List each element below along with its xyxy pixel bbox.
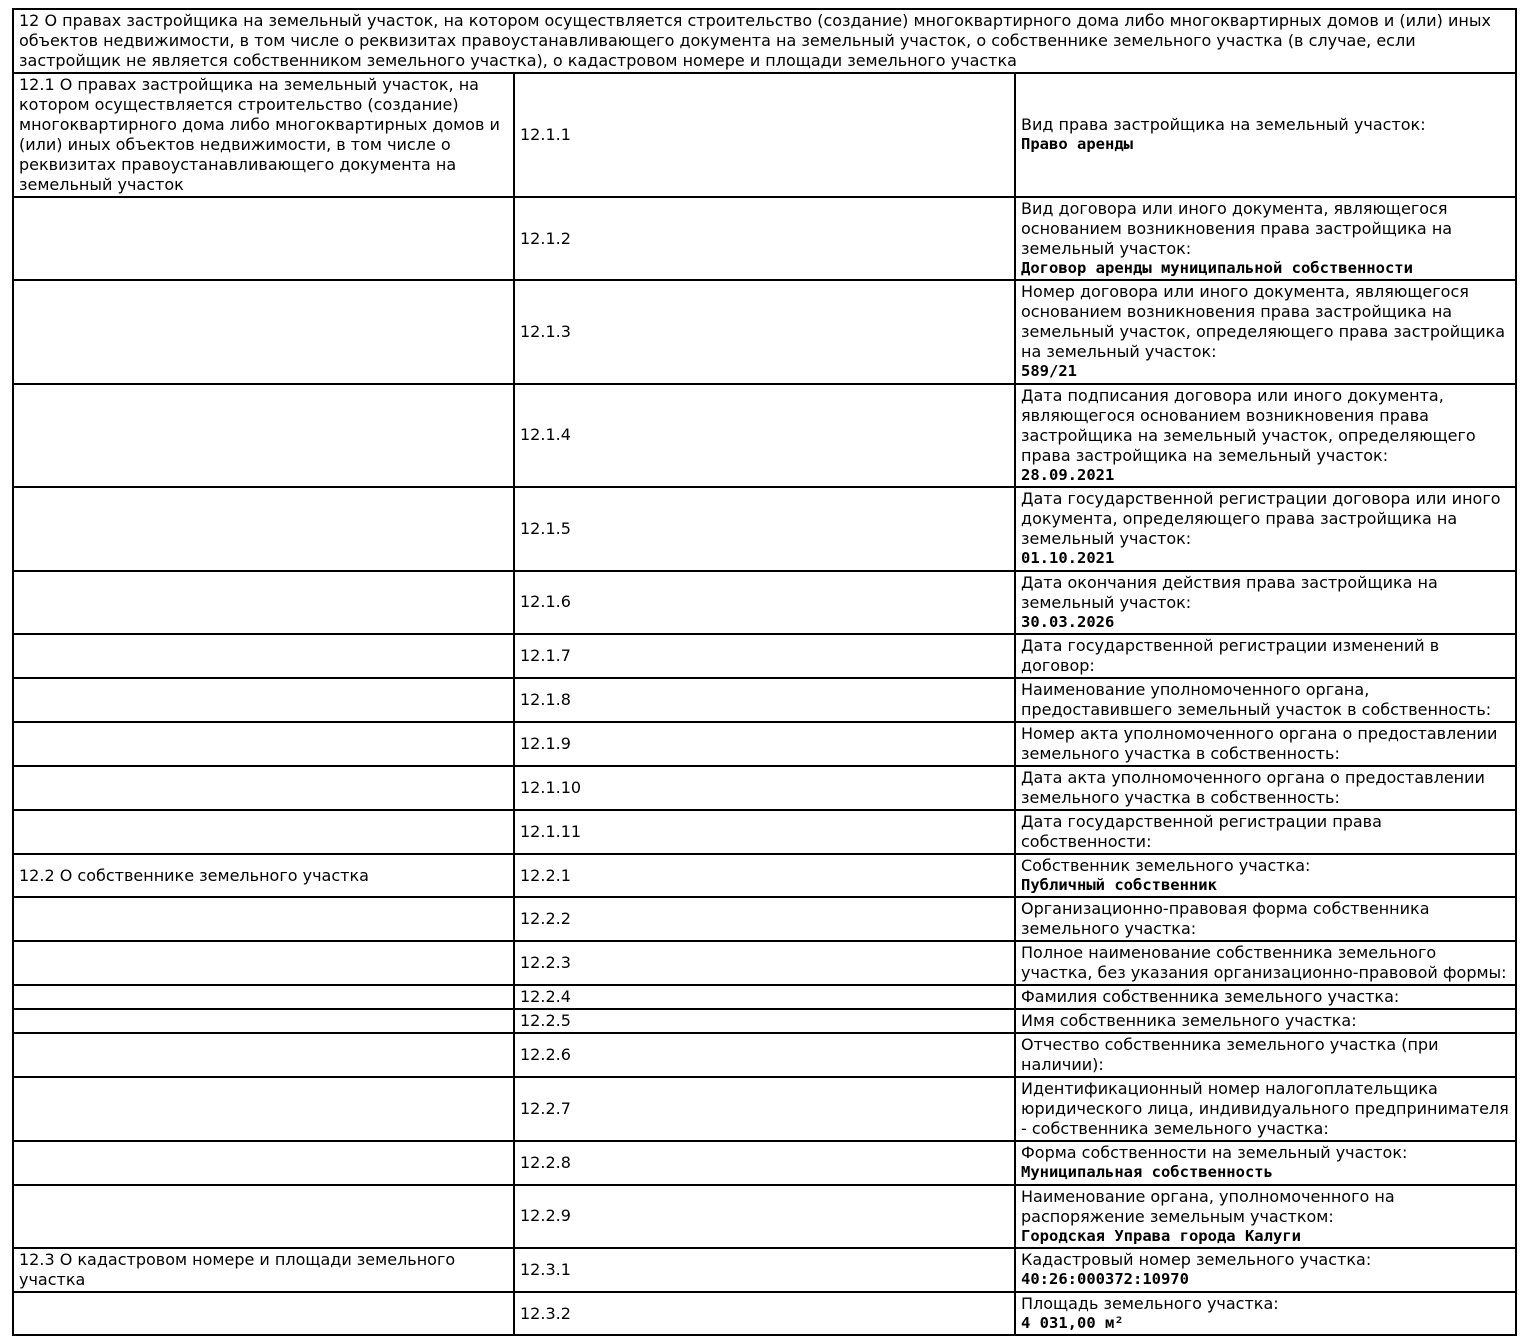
- field-value: Договор аренды муниципальной собственности: [1021, 259, 1413, 277]
- item-code-cell: 12.3.2: [514, 1292, 1015, 1335]
- field-label: Кадастровый номер земельного участка:: [1021, 1250, 1372, 1270]
- section-cell: [13, 1033, 514, 1077]
- table-body: [13, 9, 1516, 1335]
- field-label: Имя собственника земельного участка:: [1021, 1011, 1357, 1031]
- field-value: 589/21: [1021, 362, 1077, 381]
- table-row: [13, 1185, 1516, 1248]
- table-row: [13, 634, 1516, 678]
- content-cell: [1015, 487, 1516, 570]
- content-cell: [1015, 1141, 1516, 1184]
- table-row: [13, 571, 1516, 634]
- content-cell: [1015, 1292, 1516, 1335]
- item-code-cell: 12.1.4: [514, 384, 1015, 487]
- field-label: Собственник земельного участка:: [1021, 855, 1311, 875]
- content-cell: [1015, 941, 1516, 985]
- field-label: Дата акта уполномоченного органа о предоставлении земельного участка в собственность:: [1021, 767, 1485, 807]
- field-value: 28.09.2021: [1021, 465, 1115, 484]
- item-code-cell: 12.1.6: [514, 571, 1015, 634]
- item-code-cell: 12.3.1: [514, 1248, 1015, 1292]
- table-row: [13, 1033, 1516, 1077]
- table-row: [13, 1009, 1516, 1033]
- field-value: Муниципальная собственность: [1021, 1163, 1273, 1182]
- field-label: Форма собственности на земельный участок:: [1021, 1143, 1408, 1163]
- content-cell: [1015, 197, 1516, 280]
- field-label: Отчество собственника земельного участка (при наличии):: [1021, 1035, 1439, 1075]
- field-label: Организационно-правовая форма собственника земельного участка:: [1021, 899, 1430, 939]
- section-cell: [13, 678, 514, 722]
- field-label: Дата государственной регистрации изменений в договор:: [1021, 635, 1440, 675]
- item-code-cell: 12.2.3: [514, 941, 1015, 985]
- section-cell: [13, 897, 514, 941]
- table-row: [13, 766, 1516, 810]
- item-code-cell: 12.1.2: [514, 197, 1015, 280]
- item-code-cell: 12.1.10: [514, 766, 1015, 810]
- field-label: Площадь земельного участка:: [1021, 1294, 1279, 1313]
- section-cell: [13, 1009, 514, 1033]
- section-cell: [13, 1141, 514, 1184]
- section-cell: [13, 384, 514, 487]
- content-cell: [1015, 571, 1516, 634]
- field-label: Полное наименование собственника земельного участка, без указания организационно-правовой формы:: [1021, 943, 1507, 983]
- field-value: Городская Управа города Калуги: [1021, 1226, 1301, 1245]
- item-code-cell: 12.2.1: [514, 854, 1015, 897]
- content-cell: [1015, 985, 1516, 1009]
- declaration-table: [12, 8, 1517, 1336]
- field-value: 30.03.2026: [1021, 612, 1115, 631]
- content-cell: [1015, 1077, 1516, 1141]
- table-row: [13, 810, 1516, 854]
- field-value: Публичный собственник: [1021, 875, 1217, 894]
- section-cell: [13, 810, 514, 854]
- field-value: 40:26:000372:10970: [1021, 1270, 1189, 1289]
- table-row: [13, 197, 1516, 280]
- table-row: [13, 487, 1516, 570]
- field-label: Номер акта уполномоченного органа о предоставлении земельного участка в собственность:: [1021, 723, 1498, 763]
- field-label: Наименование уполномоченного органа, предоставившего земельный участок в собственность:: [1021, 679, 1492, 719]
- table-row: [13, 1077, 1516, 1141]
- section-12-header: 12 О правах застройщика на земельный участок, на котором осуществляется строительство (создание) многоквартирного дома либо многоквартирных домов и (или) иных объектов недвижимости, в том числе о реквизитах правоустанавливающего документа на земельный участок, о собственнике земельного участка (в случае, если застройщик не является собственником земельного участка), о кадастровом номере и площади земельного участка: [13, 9, 1516, 73]
- item-code-cell: 12.1.11: [514, 810, 1015, 854]
- item-code-cell: 12.1.7: [514, 634, 1015, 678]
- table-row: [13, 1248, 1516, 1292]
- section-cell: [13, 1185, 514, 1248]
- section-cell: 12.3 О кадастровом номере и площади земельного участка: [13, 1248, 514, 1292]
- table-row: [13, 1141, 1516, 1184]
- section-cell: [13, 487, 514, 570]
- table-row: [13, 854, 1516, 897]
- section-cell: [13, 280, 514, 383]
- item-code-cell: 12.2.9: [514, 1185, 1015, 1248]
- content-cell: [1015, 854, 1516, 897]
- field-label: Идентификационный номер налогоплательщика юридического лица, индивидуального предпринимателя - собственника земельного участка:: [1021, 1079, 1509, 1139]
- section-header-row: [13, 9, 1516, 73]
- section-cell: [13, 634, 514, 678]
- table-row: [13, 941, 1516, 985]
- content-cell: [1015, 1185, 1516, 1248]
- field-label: Дата окончания действия права застройщика на земельный участок:: [1021, 572, 1438, 612]
- content-cell: [1015, 1009, 1516, 1033]
- field-label: Наименование органа, уполномоченного на распоряжение земельным участком:: [1021, 1186, 1395, 1226]
- item-code-cell: 12.2.4: [514, 985, 1015, 1009]
- table-row: [13, 897, 1516, 941]
- item-code-cell: 12.2.8: [514, 1141, 1015, 1184]
- content-cell: [1015, 897, 1516, 941]
- table-row: [13, 280, 1516, 383]
- content-cell: [1015, 384, 1516, 487]
- section-cell: [13, 941, 514, 985]
- field-label: Вид права застройщика на земельный участок:: [1021, 115, 1426, 135]
- content-cell: [1015, 73, 1516, 197]
- field-label: Дата государственной регистрации договора или иного документа, определяющего права застройщика на земельный участок:: [1021, 489, 1501, 549]
- item-code-cell: 12.2.7: [514, 1077, 1015, 1141]
- item-code-cell: 12.1.5: [514, 487, 1015, 570]
- table-row: [13, 73, 1516, 197]
- item-code-cell: 12.1.9: [514, 722, 1015, 766]
- field-label: Дата подписания договора или иного документа, являющегося основанием возникновения права застройщика на земельный участок, определяющего права застройщика на земельный участок:: [1021, 385, 1476, 465]
- section-cell: [13, 722, 514, 766]
- section-cell: [13, 766, 514, 810]
- section-cell: 12.2 О собственнике земельного участка: [13, 854, 514, 897]
- content-cell: [1015, 678, 1516, 722]
- field-label: Фамилия собственника земельного участка:: [1021, 987, 1400, 1007]
- content-cell: [1015, 810, 1516, 854]
- field-label: Номер договора или иного документа, являющегося основанием возникновения права застройщика на земельный участок, определяющего права застройщика на земельный участок:: [1021, 282, 1506, 362]
- section-cell: [13, 985, 514, 1009]
- item-code-cell: 12.1.1: [514, 73, 1015, 197]
- section-cell: [13, 1077, 514, 1141]
- content-cell: [1015, 722, 1516, 766]
- content-cell: [1015, 634, 1516, 678]
- table-row: [13, 384, 1516, 487]
- table-row: [13, 1292, 1516, 1335]
- table-row: [13, 722, 1516, 766]
- section-cell: 12.1 О правах застройщика на земельный участок, на котором осуществляется строительство (создание) многоквартирного дома либо многоквартирных домов и (или) иных объектов недвижимости, в том числе о реквизитах правоустанавливающего документа на земельный участок: [13, 73, 514, 197]
- field-label: Дата государственной регистрации права собственности:: [1021, 811, 1382, 851]
- field-value: 4 031,00 м²: [1021, 1314, 1124, 1332]
- content-cell: [1015, 766, 1516, 810]
- item-code-cell: 12.2.2: [514, 897, 1015, 941]
- content-cell: [1015, 1248, 1516, 1292]
- content-cell: [1015, 280, 1516, 383]
- field-label: Вид договора или иного документа, являющегося основанием возникновения права застройщика на земельный участок:: [1021, 199, 1453, 258]
- table-row: [13, 985, 1516, 1009]
- content-cell: [1015, 1033, 1516, 1077]
- section-cell: [13, 1292, 514, 1335]
- item-code-cell: 12.2.5: [514, 1009, 1015, 1033]
- field-value: 01.10.2021: [1021, 549, 1115, 568]
- item-code-cell: 12.1.8: [514, 678, 1015, 722]
- section-cell: [13, 197, 514, 280]
- item-code-cell: 12.1.3: [514, 280, 1015, 383]
- field-value: Право аренды: [1021, 135, 1133, 154]
- item-code-cell: 12.2.6: [514, 1033, 1015, 1077]
- section-cell: [13, 571, 514, 634]
- table-row: [13, 678, 1516, 722]
